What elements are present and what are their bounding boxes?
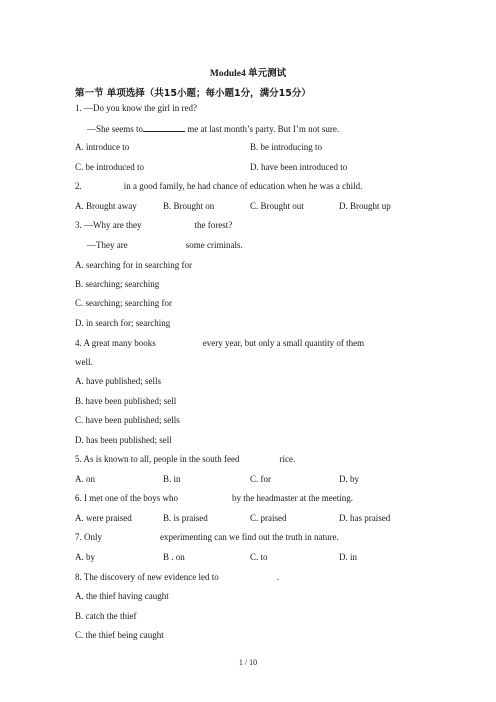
q5-stem-post: rice.: [279, 454, 296, 464]
q4-line1-pre: 4. A great many books: [75, 338, 156, 348]
q6-stem-post: by the headmaster at the meeting.: [231, 493, 353, 503]
q6-option-d: D. has praised: [339, 513, 391, 523]
q6-option-b: B. is praised: [163, 513, 208, 523]
q2-option-c: C. Brought out: [250, 201, 304, 211]
q3-line1: [75, 220, 232, 231]
q4-line1-post: every year, but only a small quantity of them: [202, 338, 365, 348]
q5-option-d: D. by: [339, 474, 359, 484]
q2-option-d: D. Brought up: [339, 201, 391, 211]
q3-line1-post: the forest?: [194, 220, 233, 230]
q2-num: 2.: [75, 181, 82, 191]
answer-blank: [143, 123, 185, 132]
q1-line2: [87, 123, 339, 135]
q4-option-c: C. have been published; sells: [75, 415, 180, 425]
q7-option-d: D. in: [339, 552, 357, 562]
q7-stem: [75, 532, 339, 543]
q3-option-c: C. searching; searching for: [75, 298, 172, 308]
q8-stem-pre: 8. The discovery of new evidence led to: [75, 572, 219, 582]
q4-option-d: D. has been published; sell: [75, 435, 172, 445]
q2-stem-line: [75, 181, 362, 192]
q6-option-c: C. praised: [250, 513, 287, 523]
q3-line2-pre: —They are: [87, 240, 128, 250]
q3-option-d: D. in search for; searching: [75, 318, 171, 328]
q1-line2-post: me at last month’s party. But I’m not sure.: [185, 124, 340, 134]
q6-option-a: A. were praised: [75, 513, 132, 523]
q7-option-a: A. by: [75, 552, 95, 562]
q5-stem: [75, 454, 295, 465]
q1-stem: 1. —Do you know the girl in red?: [75, 103, 197, 113]
q7-option-b: B . on: [163, 552, 185, 562]
q7-stem-pre: 7. Only: [75, 532, 102, 542]
q5-stem-pre: 5. As is known to all, people in the south feed: [75, 454, 240, 464]
q2-stem: in a good family, he had chance of education when he was a child.: [123, 181, 363, 191]
q3-option-a: A. searching for in searching for: [75, 260, 192, 270]
q3-option-b: B. searching; searching: [75, 279, 160, 289]
q4-option-b: B. have been published; sell: [75, 396, 177, 406]
q8-stem-post: .: [276, 572, 280, 582]
section-heading: 第一节 单项选择（共15小题；每小题1分，满分15分）: [75, 88, 311, 99]
q3-line2-post: some criminals.: [185, 240, 243, 250]
q1-option-d: D. have been introduced to: [250, 162, 348, 172]
q2-option-b: B. Brought on: [163, 201, 215, 211]
q3-line2: [87, 240, 243, 251]
q6-stem: [75, 493, 353, 504]
q5-option-c: C. for: [250, 474, 271, 484]
q4-line2: well.: [75, 357, 93, 367]
q1-option-b: B. be introducing to: [250, 142, 322, 152]
q1-option-c: C. be introduced to: [75, 162, 144, 172]
q4-option-a: A. have published; sells: [75, 376, 161, 386]
q4-line1: [75, 338, 364, 349]
q8-option-b: B. catch the thief: [75, 611, 137, 621]
q5-option-a: A. on: [75, 474, 95, 484]
q1-line2-pre: —She seems to: [87, 124, 143, 134]
q5-option-b: B. in: [163, 474, 181, 484]
q6-stem-pre: 6. I met one of the boys who: [75, 493, 178, 503]
q2-option-a: A. Brought away: [75, 201, 137, 211]
q1-option-a: A. introduce to: [75, 142, 130, 152]
q7-option-c: C. to: [250, 552, 268, 562]
q8-option-a: A. the thief having caught: [75, 591, 169, 601]
page-title: Module4 单元测试: [209, 69, 287, 79]
q8-stem: [75, 572, 279, 583]
page-number: 1 / 10: [238, 658, 258, 667]
q7-stem-post: experimenting can we find out the truth in nature.: [160, 532, 339, 542]
q8-option-c: C. the thief being caught: [75, 630, 164, 640]
q3-line1-pre: 3. —Why are they: [75, 220, 142, 230]
